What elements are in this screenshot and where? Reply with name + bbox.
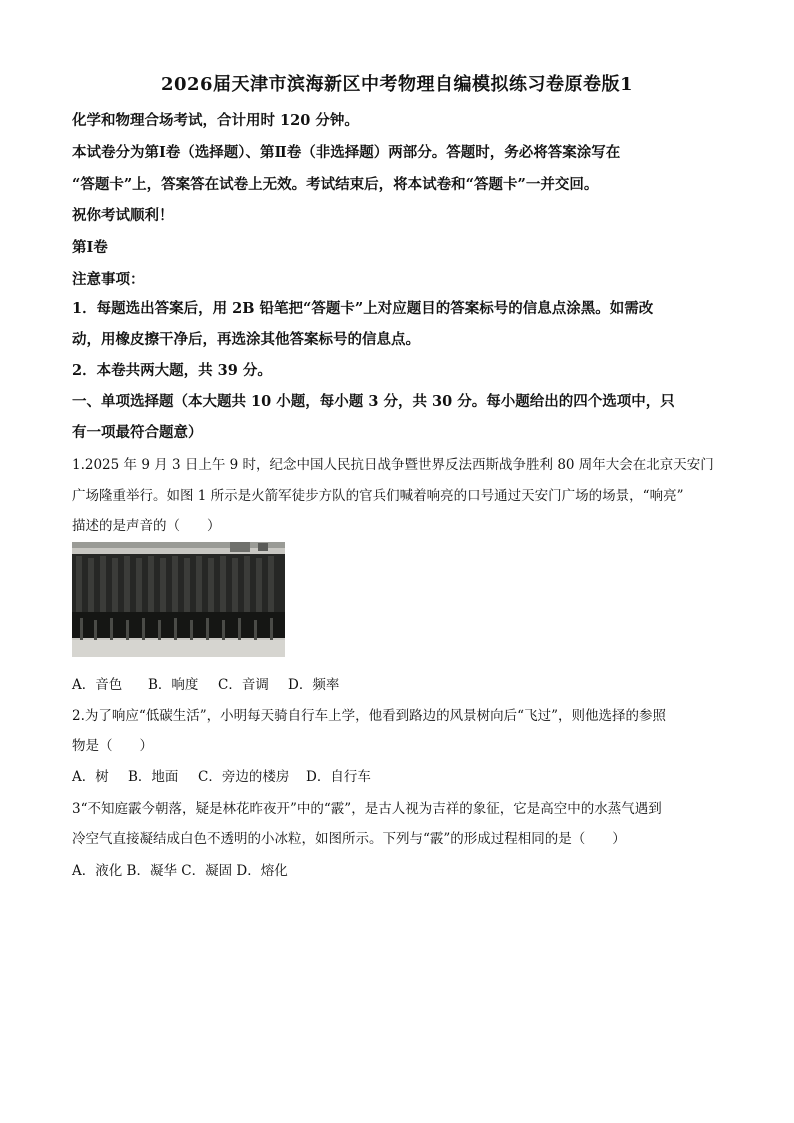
question-2-option-c: C．旁边的楼房 — [198, 769, 290, 785]
question-1-option-c: C．音调 — [218, 677, 269, 693]
section-heading: 第Ⅰ卷 — [72, 239, 108, 256]
intro-line-4: 祝你考试顺利！ — [72, 207, 174, 224]
parade-photo — [72, 542, 285, 657]
part-1-instructions-line-1: 一、单项选择题（本大题共 10 小题，每小题 3 分，共 30 分。每小题给出的四个选项中，只 — [72, 393, 675, 410]
intro-line-1: 化学和物理合场考试，合计用时 120 分钟。 — [72, 112, 359, 129]
intro-line-2: 本试卷分为第Ⅰ卷（选择题）、第Ⅱ卷（非选择题）两部分。答题时，务必将答案涂写在 — [72, 144, 621, 161]
question-2-option-a: A．树 — [72, 769, 109, 785]
question-1-option-b: B．响度 — [148, 677, 199, 693]
note-1-line-1: 1．每题选出答案后，用 2B 铅笔把“答题卡”上对应题目的答案标号的信息点涂黑。如需改 — [72, 300, 654, 317]
question-1-line-1: 1.2025 年 9 月 3 日上午 9 时，纪念中国人民抗日战争暨世界反法西斯战争胜利 80 周年大会在北京天安门 — [72, 457, 714, 473]
parade-photo-illustration — [72, 542, 285, 657]
note-1-line-2: 动，用橡皮擦干净后，再选涂其他答案标号的信息点。 — [72, 331, 420, 348]
notes-heading: 注意事项： — [72, 271, 145, 288]
note-2: 2．本卷共两大题，共 39 分。 — [72, 362, 272, 379]
question-2-option-d: D．自行车 — [306, 769, 371, 785]
question-2-line-2: 物是（ ） — [72, 738, 153, 754]
question-3-line-2: 冷空气直接凝结成白色不透明的小冰粒，如图所示。下列与“霰”的形成过程相同的是（ ） — [72, 831, 626, 847]
question-2-line-1: 2.为了响应“低碳生活”，小明每天骑自行车上学，他看到路边的风景树向后“飞过”，则他选择的参照 — [72, 708, 666, 724]
intro-line-3: “答题卡”上，答案答在试卷上无效。考试结束后，将本试卷和“答题卡”一并交回。 — [72, 176, 599, 193]
question-1-line-2: 广场隆重举行。如图 1 所示是火箭军徒步方队的官兵们喊着响亮的口号通过天安门广场的场景，“响亮” — [72, 488, 684, 504]
question-2-option-b: B．地面 — [128, 769, 179, 785]
question-3-line-1: 3“不知庭霰今朝落，疑是林花昨夜开”中的“霰”，是古人视为吉祥的象征，它是高空中的水蒸气遇到 — [72, 801, 662, 817]
question-3-options: A．液化 B．凝华 C．凝固 D．熔化 — [72, 863, 288, 879]
question-1-line-3: 描述的是声音的（ ） — [72, 518, 221, 534]
question-1-option-d: D．频率 — [288, 677, 340, 693]
question-1-option-a: A．音色 — [72, 677, 123, 693]
part-1-instructions-line-2: 有一项最符合题意） — [72, 424, 203, 441]
page-title: 2026届天津市滨海新区中考物理自编模拟练习卷原卷版1 — [160, 74, 634, 95]
